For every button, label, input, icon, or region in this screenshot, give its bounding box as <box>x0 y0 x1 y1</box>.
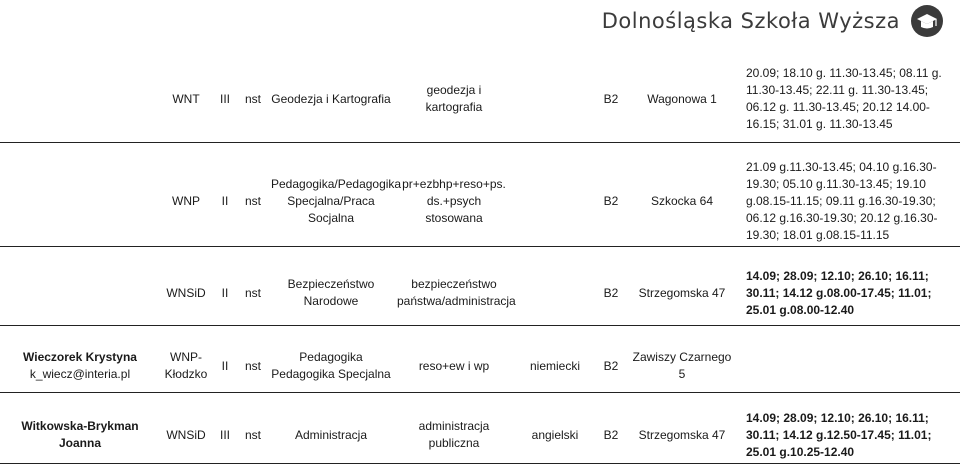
person-cell <box>0 56 160 143</box>
person-name: Wieczorek Krystyna <box>23 350 137 364</box>
field-cell: Bezpieczeństwo Narodowe <box>268 261 394 326</box>
year-cell: II <box>212 261 238 326</box>
place-cell: Strzegomska 47 <box>626 261 738 326</box>
specialty-cell: reso+ew i wp <box>394 340 514 393</box>
dept-cell: WNT <box>160 56 212 143</box>
brand-name: Dolnośląska Szkoła Wyższa <box>601 9 900 33</box>
person-name: Witkowska-Brykman Joanna <box>21 419 139 450</box>
university-logo-icon <box>910 4 944 38</box>
dept-cell: WNSiD <box>160 261 212 326</box>
person-cell <box>0 261 160 326</box>
field-cell: Pedagogika Pedagogika Specjalna <box>268 340 394 393</box>
table-row <box>0 56 960 143</box>
table-row <box>0 157 960 247</box>
specialty-cell: geodezja i kartografia <box>394 56 514 143</box>
year-cell: II <box>212 157 238 247</box>
language-cell: niemiecki <box>514 340 596 393</box>
year-cell: II <box>212 340 238 393</box>
level-cell: B2 <box>596 407 626 464</box>
place-cell: Zawiszy Czarnego 5 <box>626 340 738 393</box>
mode-cell: nst <box>238 157 268 247</box>
level-cell: B2 <box>596 261 626 326</box>
schedule-table <box>0 56 960 464</box>
year-cell: III <box>212 56 238 143</box>
year-cell: III <box>212 407 238 464</box>
mode-cell: nst <box>238 340 268 393</box>
mode-cell: nst <box>238 407 268 464</box>
person-email: k_wiecz@interia.pl <box>29 367 131 381</box>
dates-cell <box>738 340 960 393</box>
brand <box>602 4 944 38</box>
person-cell <box>0 157 160 247</box>
person-cell <box>0 340 160 393</box>
specialty-cell: bezpieczeństwo państwa/administracja <box>394 261 514 326</box>
table-row <box>0 340 960 393</box>
place-cell: Wagonowa 1 <box>626 56 738 143</box>
level-cell: B2 <box>596 340 626 393</box>
specialty-cell: pr+ezbhp+reso+ps. ds.+psych stosowana <box>394 157 514 247</box>
dept-cell: WNP-Kłodzko <box>160 340 212 393</box>
field-cell: Pedagogika/Pedagogika Specjalna/Praca Socjalna <box>268 157 394 247</box>
dates-cell: 20.09; 18.10 g. 11.30-13.45; 08.11 g. 11.30-13.45; 22.11 g. 11.30-13.45; 06.12 g. 11.30-13.45; 20.12 14.00-16.15; 31.01 g. 11.30-13.45 <box>738 56 960 143</box>
schedule-table-wrapper <box>0 56 960 464</box>
field-cell: Administracja <box>268 407 394 464</box>
header-bar <box>0 0 960 42</box>
specialty-cell: administracja publiczna <box>394 407 514 464</box>
table-row <box>0 261 960 326</box>
dates-cell: 14.09; 28.09; 12.10; 26.10; 16.11; 30.11; 14.12 g.12.50-17.45; 11.01; 25.01 g.10.25-12.40 <box>738 407 960 464</box>
language-cell <box>514 56 596 143</box>
language-cell: angielski <box>514 407 596 464</box>
mode-cell: nst <box>238 56 268 143</box>
level-cell: B2 <box>596 157 626 247</box>
dept-cell: WNSiD <box>160 407 212 464</box>
person-cell <box>0 407 160 464</box>
dates-cell: 14.09; 28.09; 12.10; 26.10; 16.11; 30.11; 14.12 g.08.00-17.45; 11.01; 25.01 g.08.00-12.40 <box>738 261 960 326</box>
field-cell: Geodezja i Kartografia <box>268 56 394 143</box>
table-row <box>0 407 960 464</box>
language-cell <box>514 261 596 326</box>
place-cell: Strzegomska 47 <box>626 407 738 464</box>
dates-cell: 21.09 g.11.30-13.45; 04.10 g.16.30-19.30; 05.10 g.11.30-13.45; 19.10 g.08.15-11.15; 09.11 g.16.30-19.30; 06.12 g.16.30-19.30; 20.12 g.16.30-19.30; 18.01 g.08.15-11.15 <box>738 157 960 247</box>
language-cell <box>514 157 596 247</box>
place-cell: Szkocka 64 <box>626 157 738 247</box>
dept-cell: WNP <box>160 157 212 247</box>
level-cell: B2 <box>596 56 626 143</box>
mode-cell: nst <box>238 261 268 326</box>
